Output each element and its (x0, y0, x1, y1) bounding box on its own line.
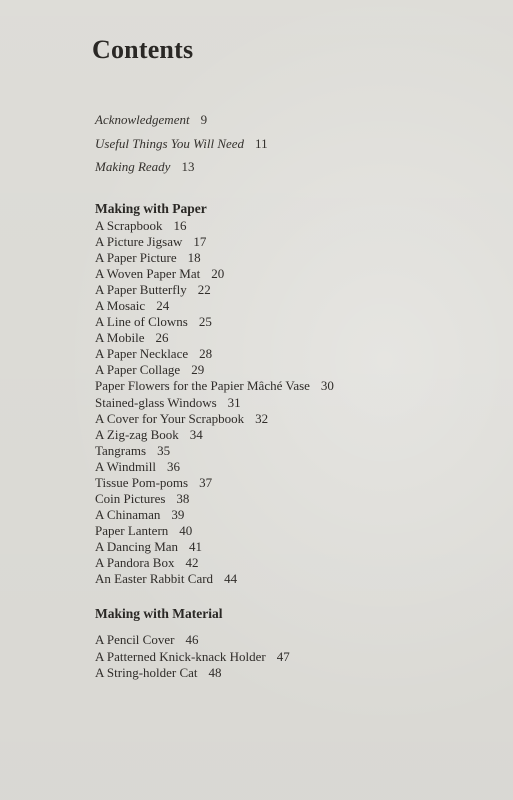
toc-entry-page: 48 (208, 665, 222, 680)
toc-entry-page: 38 (176, 490, 190, 506)
toc-entry (95, 266, 495, 282)
toc-entry-page: 47 (276, 648, 290, 664)
toc-entry-page: 20 (211, 266, 225, 282)
toc-entry-label: Tissue Pom-poms (95, 474, 189, 490)
toc-entry-label: A Paper Collage (95, 362, 181, 378)
toc-entry-page: 44 (224, 571, 238, 587)
toc-entry-page: 22 (197, 282, 211, 298)
toc-entry-page: 35 (157, 442, 171, 458)
toc-entry-label: A Mobile (95, 330, 145, 346)
toc-entry-label: A Pandora Box (95, 554, 175, 570)
toc-entry (95, 491, 495, 507)
toc-entry-page: 41 (189, 538, 203, 554)
toc-entry-page: 37 (199, 474, 213, 490)
toc-entry (95, 330, 495, 346)
toc-entry (95, 632, 495, 649)
toc-entry-label: A Mosaic (95, 298, 146, 314)
toc-entry-page: 26 (155, 330, 169, 346)
toc-entry-label: Paper Flowers for the Papier Mâché Vase (95, 378, 310, 394)
section-heading: Making with Paper (95, 201, 207, 216)
toc-entry-label: A Chinaman (95, 506, 161, 522)
toc-entry-label: A Zig-zag Book (95, 426, 179, 442)
toc-entry-page: 13 (181, 159, 195, 174)
toc-entry-label: A Paper Picture (95, 250, 177, 266)
toc-entry-label: An Easter Rabbit Card (95, 571, 214, 587)
toc-entry (95, 378, 495, 394)
page-title: Contents (92, 35, 194, 64)
toc-entry (95, 571, 495, 587)
toc-entry-label: A Cover for Your Scrapbook (95, 410, 245, 426)
toc-entry (95, 314, 495, 330)
toc-entry-label: Coin Pictures (95, 490, 166, 506)
toc-entry (95, 298, 495, 314)
toc-entry (95, 555, 495, 571)
toc-entry-page: 18 (187, 250, 201, 266)
toc-entry (95, 346, 495, 362)
toc-entry-label: Tangrams (95, 442, 147, 458)
toc-entry (95, 649, 495, 666)
toc-entry-page: 40 (179, 522, 193, 538)
section-making-with-material (95, 606, 495, 682)
toc-entry (95, 218, 495, 234)
toc-entry-page: 31 (227, 394, 241, 410)
toc-entry (95, 523, 495, 539)
toc-entry (95, 250, 495, 266)
toc-entry-label: A Scrapbook (95, 218, 163, 233)
toc-entry (95, 411, 495, 427)
front-matter-list (95, 112, 495, 183)
toc-entry (95, 665, 495, 682)
toc-entry-label: Making Ready (95, 159, 171, 174)
toc-entry (95, 234, 495, 250)
toc-entry-label: A Paper Necklace (95, 346, 189, 362)
toc-entry (95, 362, 495, 378)
toc-entry-page: 42 (185, 554, 199, 570)
toc-entry-label: Acknowledgement (95, 112, 190, 127)
contents-page (92, 0, 505, 800)
toc-entry-label: Useful Things You Will Need (95, 135, 245, 151)
toc-entry (95, 459, 495, 475)
toc-entry (95, 539, 495, 555)
toc-entry (95, 282, 495, 298)
toc-entry (95, 395, 495, 411)
toc-entry-page: 46 (185, 632, 199, 647)
toc-entry-page: 36 (167, 458, 180, 474)
toc-entry-label: A Patterned Knick-knack Holder (95, 648, 266, 664)
toc-entry (95, 475, 495, 491)
toc-entry-label: Paper Lantern (95, 522, 169, 538)
toc-entry-page: 25 (198, 314, 212, 330)
toc-entry-page: 32 (255, 410, 269, 426)
toc-entry-page: 9 (200, 112, 208, 127)
toc-entry-page: 17 (193, 234, 207, 250)
toc-entry-page: 24 (156, 298, 170, 314)
toc-entry-label: A Woven Paper Mat (95, 266, 201, 282)
toc-entry-page: 29 (191, 362, 205, 378)
toc-entry-making-ready (95, 159, 495, 183)
toc-entry-page: 16 (173, 218, 187, 233)
section-making-with-paper (95, 201, 495, 587)
toc-entry-acknowledgement (95, 112, 495, 136)
toc-entry (95, 443, 495, 459)
toc-entry-label: A Picture Jigsaw (95, 234, 183, 250)
toc-entry-page: 34 (189, 426, 203, 442)
toc-entry-label: Stained-glass Windows (95, 394, 217, 410)
section-heading: Making with Material (95, 606, 223, 621)
toc-entry-label: A String-holder Cat (95, 665, 198, 680)
toc-entry-label: A Windmill (95, 458, 156, 474)
toc-entry-label: A Dancing Man (95, 538, 179, 554)
toc-entry-useful-things (95, 136, 495, 160)
toc-entry-page: 11 (255, 135, 268, 151)
toc-entry (95, 507, 495, 523)
toc-entry-label: A Pencil Cover (95, 632, 175, 647)
toc-entry (95, 427, 495, 443)
toc-entry-label: A Paper Butterfly (95, 282, 187, 298)
toc-entry-page: 39 (171, 506, 185, 522)
toc-entry-label: A Line of Clowns (95, 314, 188, 330)
toc-entry-page: 30 (320, 378, 334, 394)
toc-entry-page: 28 (199, 346, 213, 362)
